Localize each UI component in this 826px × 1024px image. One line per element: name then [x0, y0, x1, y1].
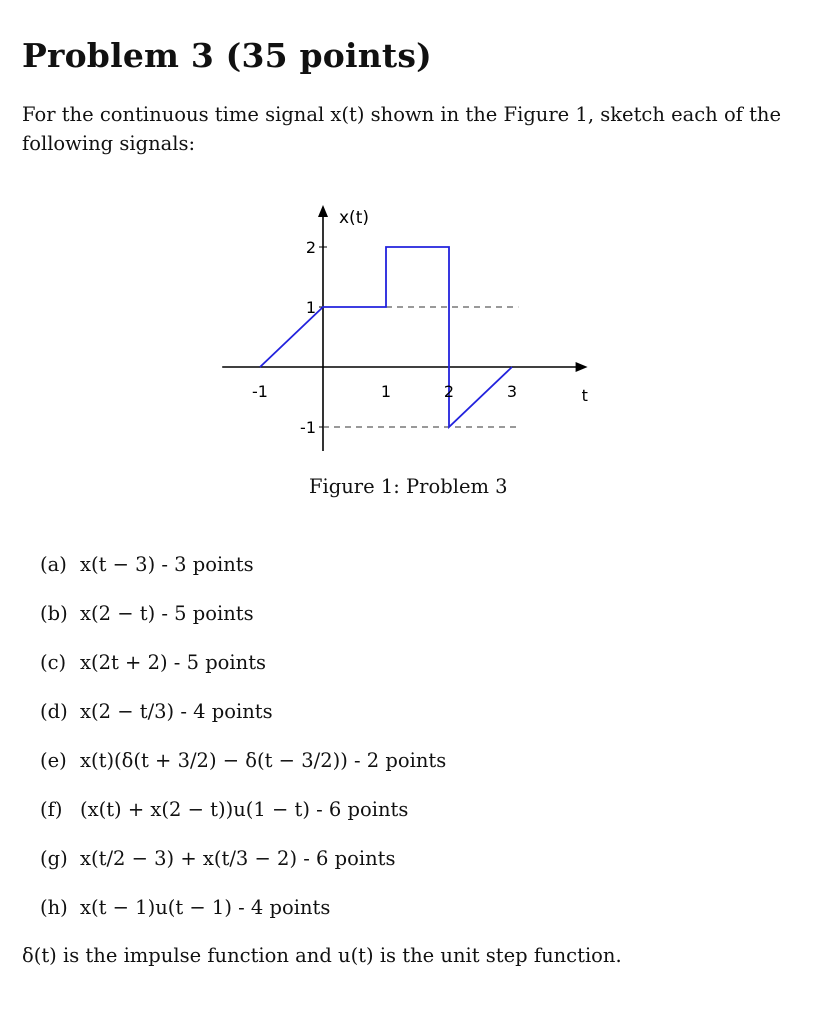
x-axis-label: t	[581, 386, 588, 405]
figure-caption: Figure 1: Problem 3	[309, 475, 508, 498]
subproblem-text: x(t/2 − 3) + x(t/3 − 2) - 6 points	[80, 847, 396, 870]
subproblem-label: (c)	[40, 651, 67, 674]
subproblem-label: (a)	[40, 553, 67, 576]
x-tick-label: 1	[380, 382, 392, 401]
x-tick-label: 3	[506, 382, 518, 401]
x-tick-label: 2	[443, 382, 455, 401]
x-tick-label: -1	[252, 382, 268, 401]
subproblem-b	[40, 599, 446, 648]
subproblem-f	[40, 795, 446, 844]
definitions-note: δ(t) is the impulse function and u(t) is the unit step function.	[22, 944, 622, 967]
subproblem-text: x(t)(δ(t + 3/2) − δ(t − 3/2)) - 2 points	[80, 749, 447, 772]
signal-plot	[210, 180, 600, 455]
subproblem-label: (h)	[40, 896, 68, 919]
subproblem-text: (x(t) + x(2 − t))u(1 − t) - 6 points	[80, 798, 409, 821]
subproblem-label: (e)	[40, 749, 67, 772]
y-tick-label: 1	[305, 298, 316, 317]
subproblem-d	[40, 697, 446, 746]
y-axis-arrow	[318, 205, 328, 217]
figure-1	[210, 180, 600, 459]
x-axis-arrow	[576, 362, 588, 372]
y-tick-label: -1	[300, 418, 316, 437]
subproblem-h	[40, 893, 446, 942]
subproblem-e	[40, 746, 446, 795]
y-tick-label: 2	[305, 238, 316, 257]
subproblem-label: (f)	[40, 798, 63, 821]
subproblem-text: x(2 − t/3) - 4 points	[80, 700, 273, 723]
y-axis-label: x(t)	[339, 208, 369, 228]
subproblem-label: (g)	[40, 847, 68, 870]
subproblem-text: x(2 − t) - 5 points	[80, 602, 254, 625]
problem-title: Problem 3 (35 points)	[22, 36, 432, 75]
subproblem-c	[40, 648, 446, 697]
subproblem-a	[40, 550, 446, 599]
subproblem-text: x(2t + 2) - 5 points	[80, 651, 267, 674]
subproblem-list	[40, 550, 446, 942]
subproblem-label: (d)	[40, 700, 68, 723]
problem-intro: For the continuous time signal x(t) shown in the Figure 1, sketch each of the following signals:	[22, 103, 782, 155]
subproblem-label: (b)	[40, 602, 68, 625]
subproblem-text: x(t − 1)u(t − 1) - 4 points	[80, 896, 331, 919]
subproblem-text: x(t − 3) - 3 points	[80, 553, 254, 576]
subproblem-g	[40, 844, 446, 893]
